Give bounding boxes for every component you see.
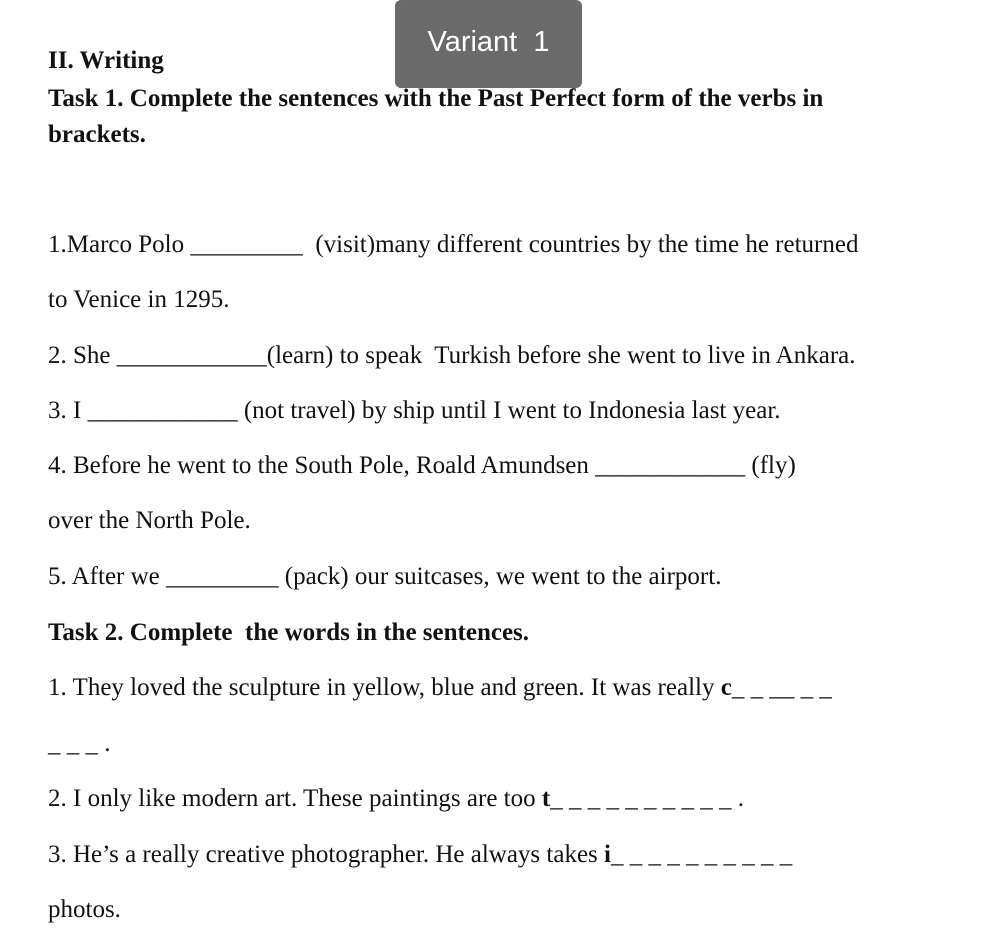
item-text-before: 2. I only like modern art. These paintings are too <box>48 785 542 812</box>
task2-item-1 <box>48 673 832 703</box>
task1-heading-line2: brackets. <box>48 121 146 148</box>
item-text-before: 4. Before he went to the South Pole, Roald Amundsen <box>48 452 596 479</box>
task2-item-2 <box>48 784 744 814</box>
section-heading: II. Writing <box>48 47 164 74</box>
letter-blanks: _ _ _ _ _ _ _ _ _ _ <box>610 841 793 868</box>
task1-heading-line1: Task 1. Complete the sentences with the Past Perfect form of the verbs in <box>48 85 824 112</box>
task1-item-4 <box>48 451 796 481</box>
task1-item-3 <box>48 396 781 426</box>
task2-heading: Task 2. Complete the words in the sentences. <box>48 619 530 646</box>
first-letter-hint: i <box>604 841 611 868</box>
item-text-before: 1.Marco Polo <box>48 231 191 258</box>
item-text-after: (pack) our suitcases, we went to the airport. <box>278 563 722 590</box>
answer-blank: _________ <box>190 231 303 258</box>
task2-item-3-continuation: photos. <box>48 896 121 923</box>
item-text-before: 3. He’s a really creative photographer. He always takes <box>48 841 605 868</box>
item-text-before: 1. They loved the sculpture in yellow, blue and green. It was really <box>48 674 721 701</box>
first-letter-hint: c <box>720 674 732 701</box>
item-text-after: (not travel) by ship until I went to Indonesia last year. <box>237 397 781 424</box>
answer-blank: _________ <box>166 563 279 590</box>
task2-item-1-continuation: _ _ _ . <box>48 730 111 757</box>
answer-blank: ____________ <box>116 342 267 369</box>
task1-item-5 <box>48 562 721 592</box>
variant-label: Variant 1 <box>427 25 550 58</box>
letter-blanks: _ _ __ _ _ <box>731 674 832 701</box>
answer-blank: ____________ <box>87 397 238 424</box>
item-text-after: (fly) <box>745 452 796 479</box>
item-text-after: . <box>731 785 744 812</box>
task1-item-1 <box>48 230 858 260</box>
item-text-before: 2. She <box>48 342 117 369</box>
task1-item-1-continuation: to Venice in 1295. <box>48 286 230 313</box>
item-text-before: 5. After we <box>48 563 167 590</box>
letter-blanks: _ _ _ _ _ _ _ _ _ _ <box>550 785 732 812</box>
first-letter-hint: t <box>541 785 551 812</box>
task1-item-2 <box>48 341 856 371</box>
task1-item-4-continuation: over the North Pole. <box>48 507 251 534</box>
answer-blank: ____________ <box>595 452 746 479</box>
item-text-before: 3. I <box>48 397 88 424</box>
variant-badge <box>395 0 582 88</box>
item-text-after: (learn) to speak Turkish before she went to live in Ankara. <box>266 342 856 369</box>
item-text-after: (visit)many different countries by the time he returned <box>302 231 859 258</box>
task2-item-3 <box>48 840 792 870</box>
